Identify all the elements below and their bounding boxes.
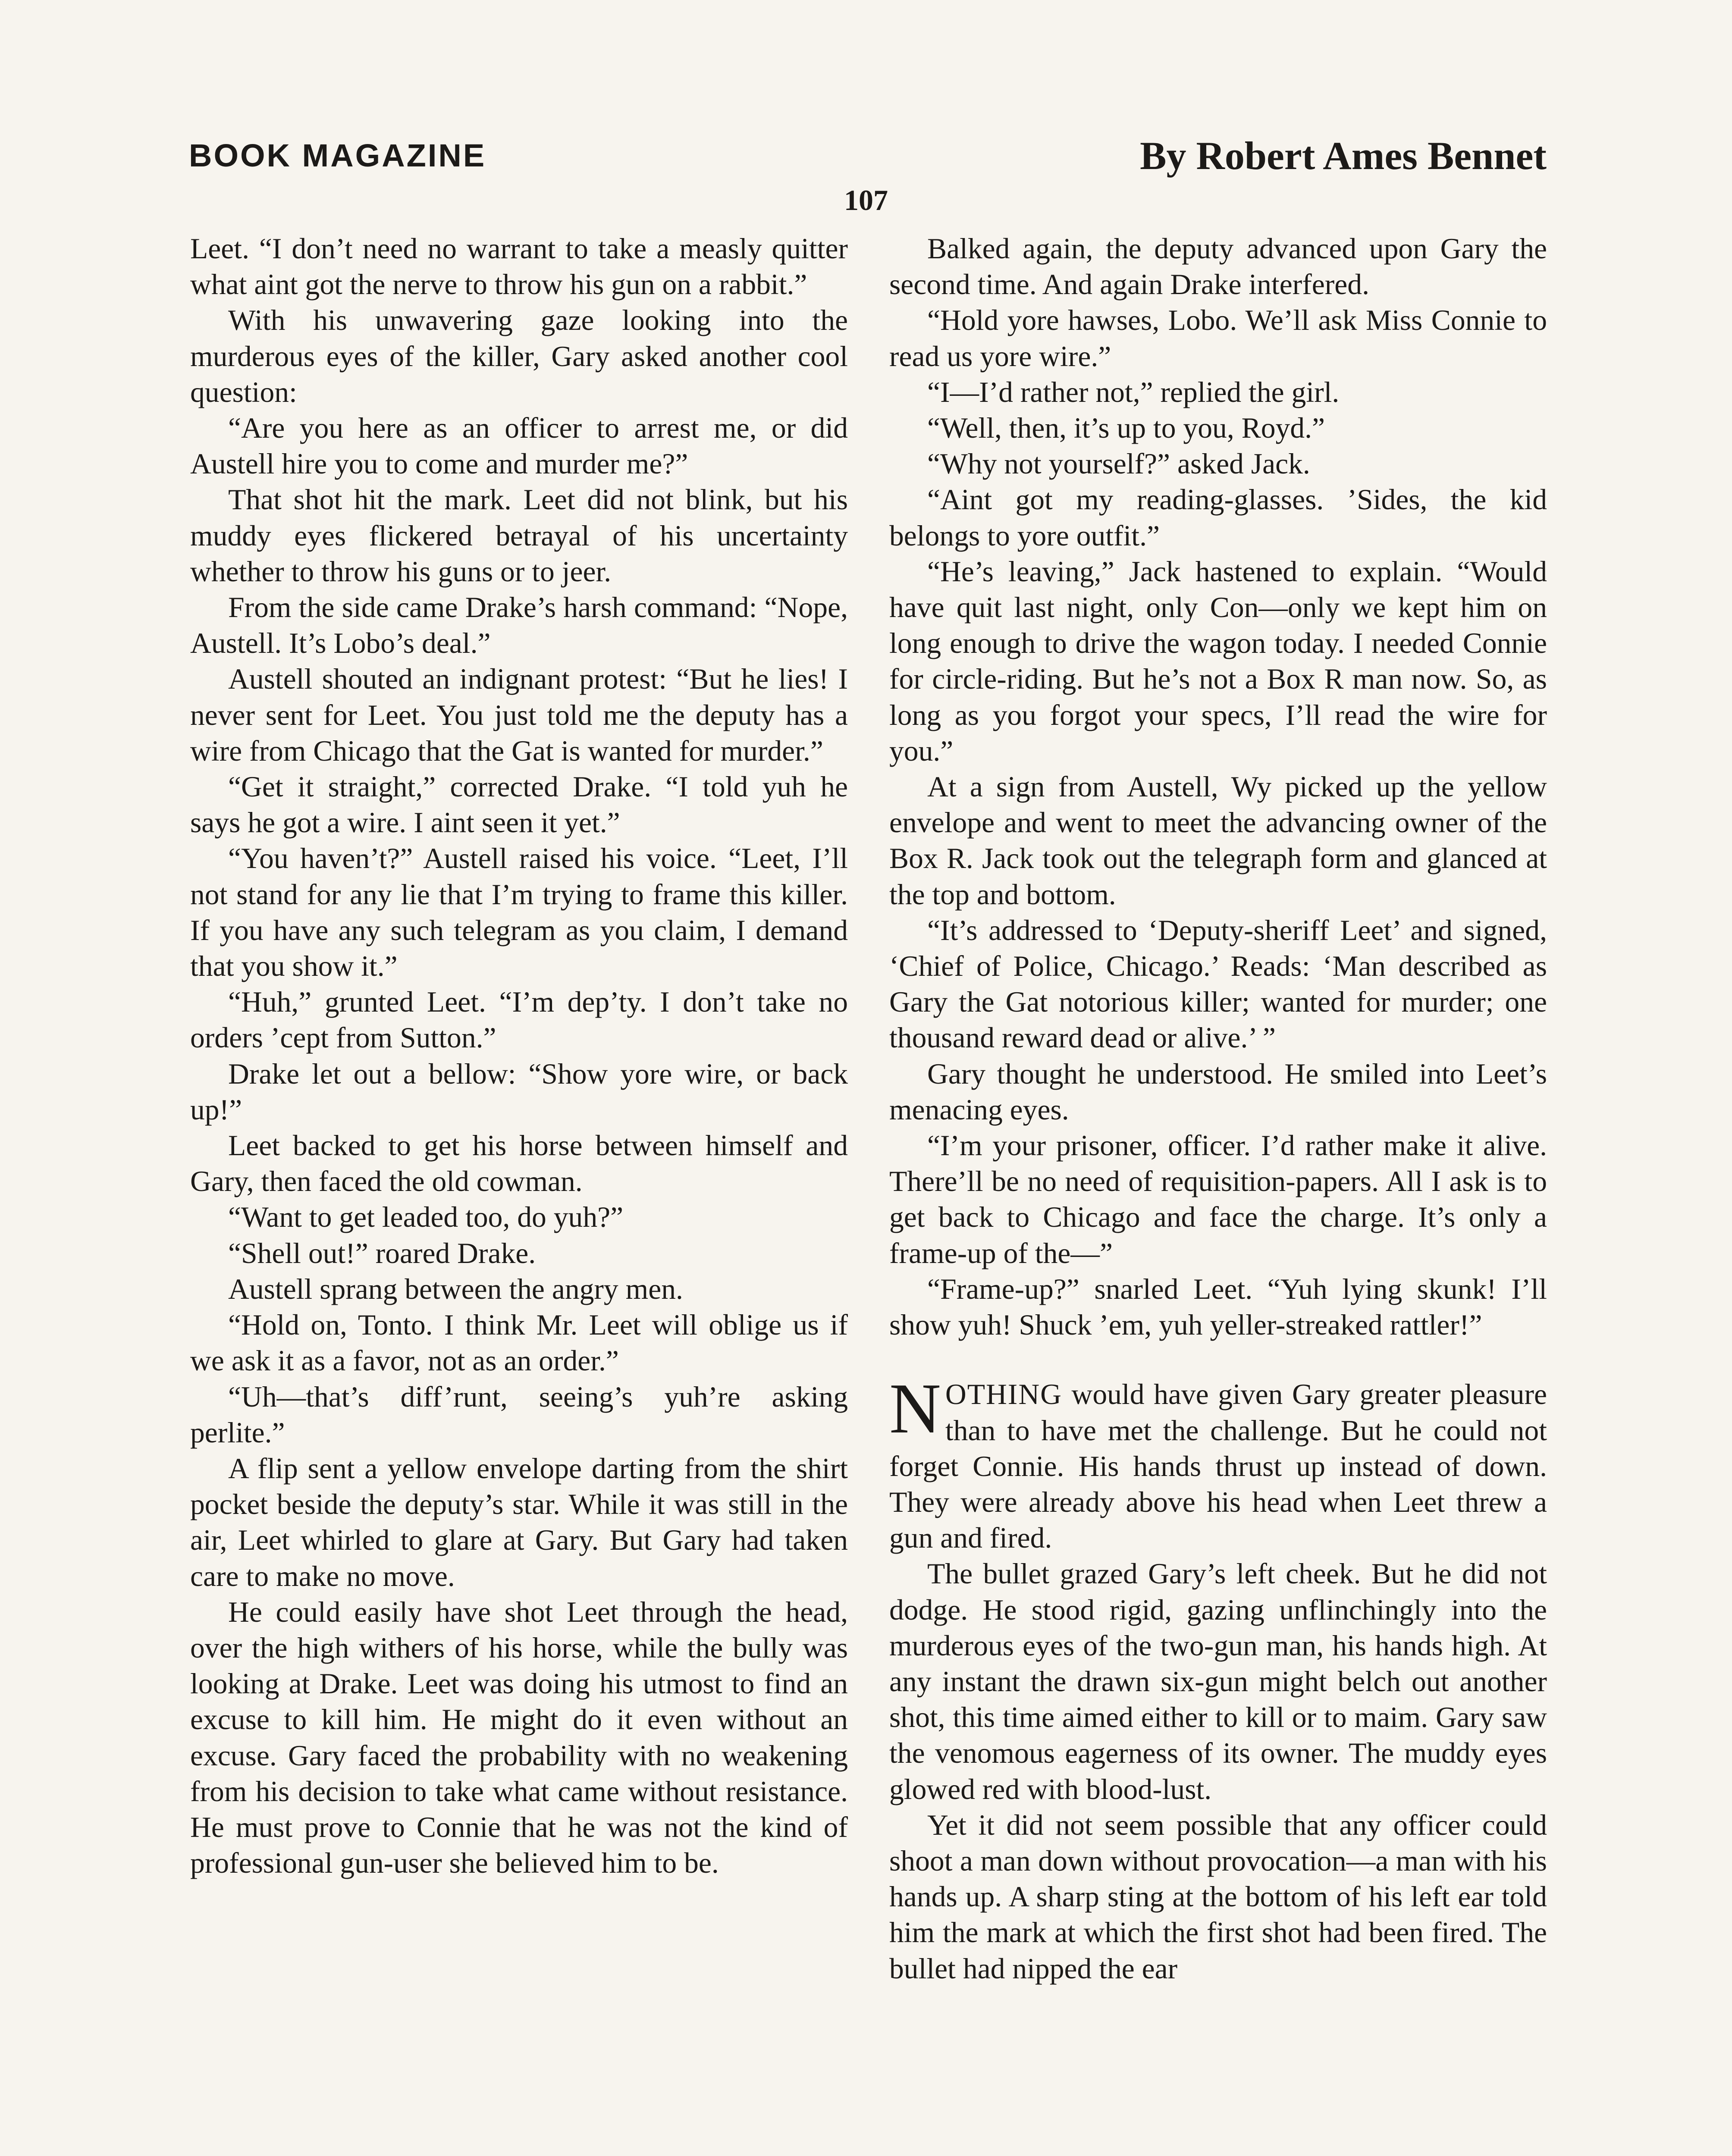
drop-cap: N — [889, 1369, 941, 1448]
paragraph: He could easily have shot Leet through the head, over the high withers of his horse, while the bully was looking at Drake. Leet was doing his utmost to find an excuse to kill him. He might do it even without an excuse. Gary faced the probability with no weakening from his decision to take what came without resistance. He must prove to Connie that he was not the kind of professional gun-user she believed him to be. — [190, 1595, 848, 1880]
section-lead-word: OTHING — [945, 1378, 1062, 1411]
paragraph: “You haven’t?” Austell raised his voice. “Leet, I’ll not stand for any lie that I’m trying to frame this killer. If you have any such telegram as you claim, I demand that you show it.” — [190, 842, 848, 983]
paragraph: “I—I’d rather not,” replied the girl. — [927, 376, 1340, 408]
section-text: would have given Gary greater pleasure than to have met the challenge. But he could not forget Connie. His hands thrust up instead of down. They were already above his head when Leet threw a gun and fired. — [889, 1378, 1547, 1554]
paragraph: At a sign from Austell, Wy picked up the yellow envelope and went to meet the advancing owner of the Box R. Jack took out the telegraph form and glanced at the top and bottom. — [889, 771, 1547, 911]
page-number: 107 — [844, 184, 888, 216]
paragraph: Austell sprang between the angry men. — [228, 1272, 683, 1305]
paragraph: “Get it straight,” corrected Drake. “I told yuh he says he got a wire. I aint seen it yet.” — [190, 771, 848, 839]
paragraph: Yet it did not seem possible that any officer could shoot a man down without provocation—a man with his hands up. A sharp sting at the bottom of his left ear told him the mark at which the first shot had been fired. The bullet had nipped the ear — [889, 1808, 1547, 1985]
magazine-title: BOOK MAGAZINE — [189, 138, 486, 173]
paragraph: “It’s addressed to ‘Deputy-sheriff Leet’ and signed, ‘Chief of Police, Chicago.’ Reads: ‘Man described as Gary the Gat notorious killer; wanted for murder; one thousand reward dead or alive.’ ” — [889, 914, 1547, 1054]
paragraph: Leet. “I don’t need no warrant to take a measly quitter what aint got the nerve to throw his gun on a rabbit.” — [190, 232, 848, 301]
paragraph: Leet backed to get his horse between himself and Gary, then faced the old cowman. — [190, 1129, 848, 1198]
paragraph: “Frame-up?” snarled Leet. “Yuh lying skunk! I’ll show yuh! Shuck ’em, yuh yeller-streaked rattler!” — [889, 1272, 1547, 1341]
paragraph: Balked again, the deputy advanced upon Gary the second time. And again Drake interfered. — [889, 232, 1547, 301]
paragraph: With his unwavering gaze looking into the murderous eyes of the killer, Gary asked another cool question: — [190, 304, 848, 408]
paragraph: “Hold on, Tonto. I think Mr. Leet will oblige us if we ask it as a favor, not as an order.” — [190, 1309, 848, 1377]
paragraph: Austell shouted an indignant protest: “But he lies! I never sent for Leet. You just told me the deputy has a wire from Chicago that the Gat is wanted for murder.” — [190, 663, 848, 767]
paragraph: “Uh—that’s diff’runt, seeing’s yuh’re asking perlite.” — [190, 1380, 848, 1449]
paragraph: “Want to get leaded too, do yuh?” — [228, 1201, 624, 1234]
paragraph: That shot hit the mark. Leet did not blink, but his muddy eyes flickered betrayal of his uncertainty whether to throw his guns or to jeer. — [190, 483, 848, 588]
paragraph: “Aint got my reading-glasses. ’Sides, the kid belongs to yore outfit.” — [889, 483, 1547, 552]
paragraph: “Are you here as an officer to arrest me, or did Austell hire you to come and murder me?” — [190, 412, 848, 480]
paragraph: “I’m your prisoner, officer. I’d rather make it alive. There’ll be no need of requisition-papers. All I ask is to get back to Chicago and face the charge. It’s only a frame-up of the—” — [889, 1129, 1547, 1269]
running-header — [189, 134, 1547, 189]
author-byline: By Robert Ames Bennet — [1140, 134, 1547, 178]
paragraph: “Huh,” grunted Leet. “I’m dep’ty. I don’t take no orders ’cept from Sutton.” — [190, 986, 848, 1054]
section-opening-paragraph — [889, 1369, 1547, 1556]
paragraph: The bullet grazed Gary’s left cheek. But he did not dodge. He stood rigid, gazing unflinchingly into the murderous eyes of the two-gun man, his hands high. At any instant the drawn six-gun might belch out another shot, this time aimed either to kill or to maim. Gary saw the venomous eagerness of its owner. The muddy eyes glowed red with blood-lust. — [889, 1557, 1547, 1805]
paragraph: From the side came Drake’s harsh command: “Nope, Austell. It’s Lobo’s deal.” — [190, 591, 848, 660]
paragraph: “Well, then, it’s up to you, Royd.” — [927, 412, 1325, 445]
right-column — [889, 231, 1547, 1987]
paragraph: A flip sent a yellow envelope darting from the shirt pocket beside the deputy’s star. While it was still in the air, Leet whirled to glare at Gary. But Gary had taken care to make no move. — [190, 1452, 848, 1592]
paragraph: Drake let out a bellow: “Show yore wire, or back up!” — [190, 1057, 848, 1126]
paragraph: “Shell out!” roared Drake. — [228, 1237, 536, 1269]
paragraph: “Hold yore hawses, Lobo. We’ll ask Miss Connie to read us yore wire.” — [889, 304, 1547, 373]
paragraph: Gary thought he understood. He smiled into Leet’s menacing eyes. — [889, 1057, 1547, 1126]
paragraph: “Why not yourself?” asked Jack. — [927, 448, 1310, 480]
left-column — [190, 231, 848, 1881]
paragraph: “He’s leaving,” Jack hastened to explain. “Would have quit last night, only Con—only we kept him on long enough to drive the wagon today. I needed Connie for circle-riding. But he’s not a Box R man now. So, as long as you forgot your specs, I’ll read the wire for you.” — [889, 555, 1547, 767]
